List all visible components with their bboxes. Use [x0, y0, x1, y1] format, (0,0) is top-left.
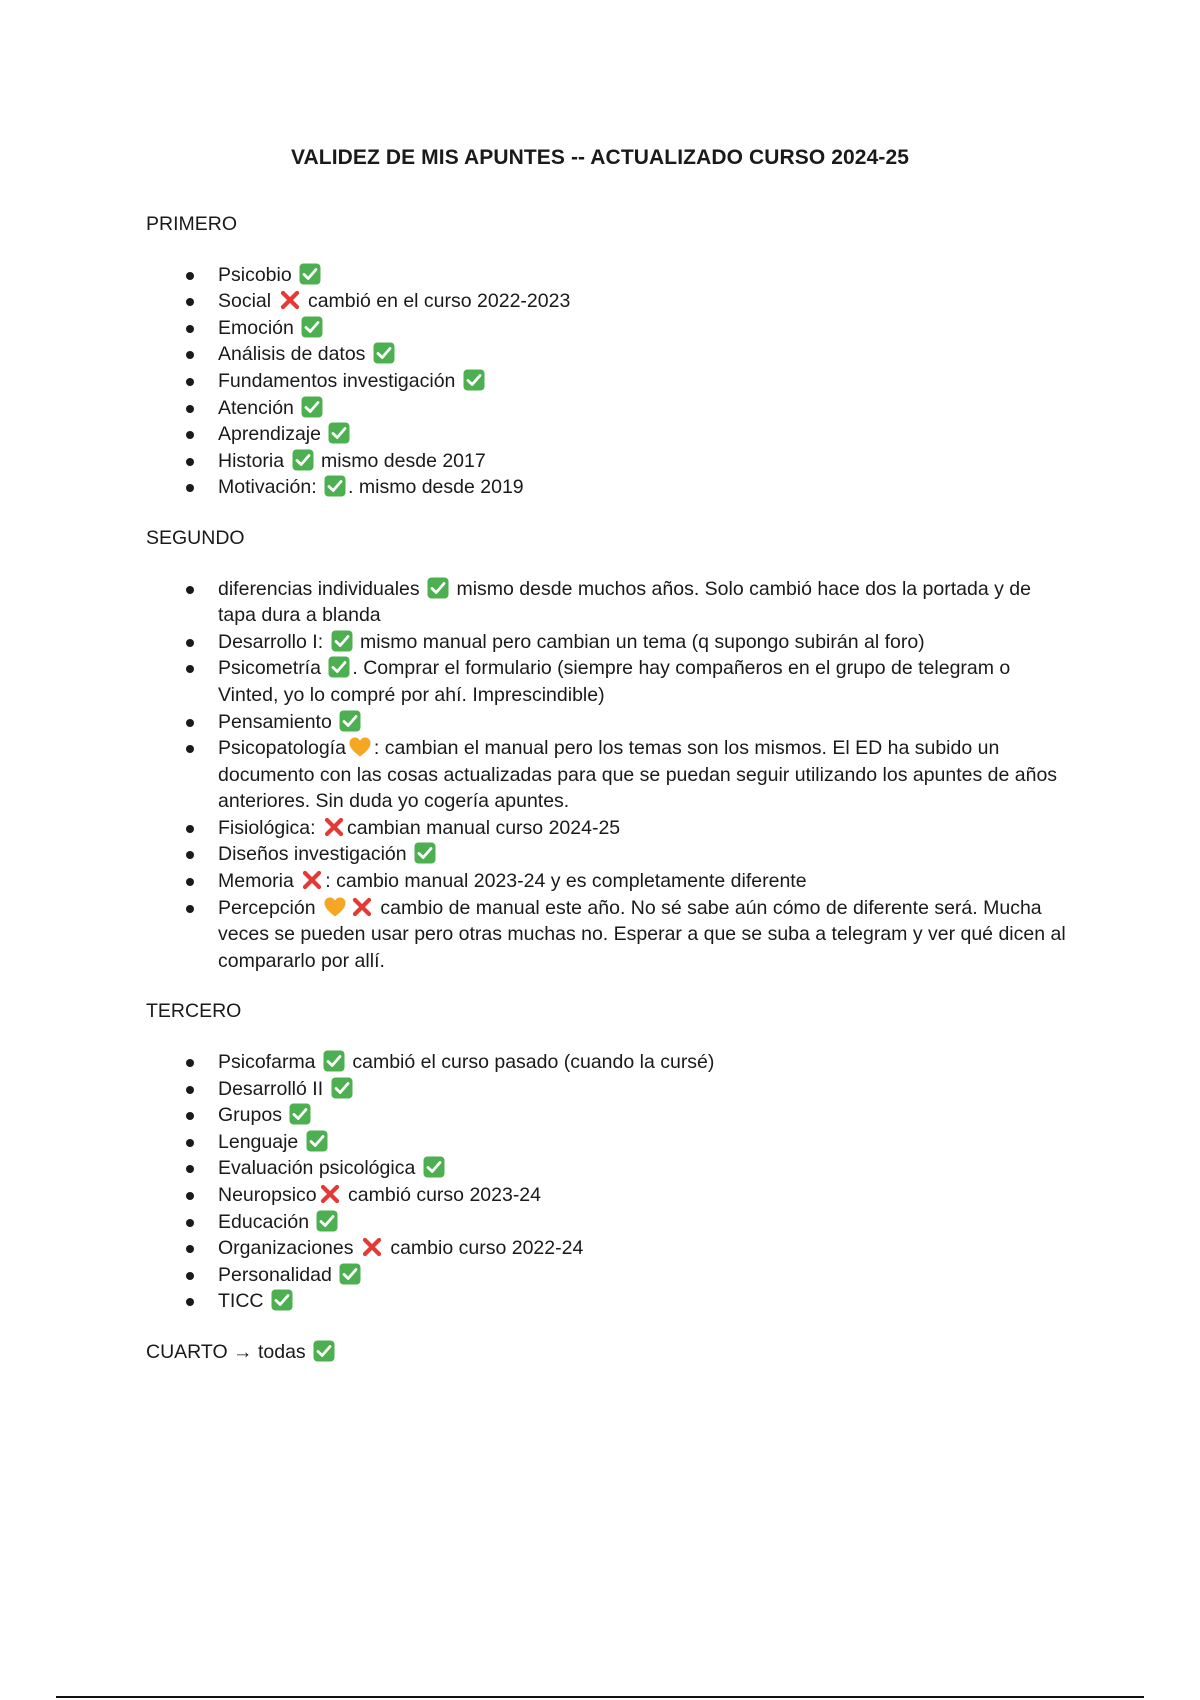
- list-item: [146, 709, 1066, 736]
- list-item: [146, 1235, 1066, 1262]
- bullet-list: [146, 576, 1066, 975]
- list-item: [146, 1155, 1066, 1182]
- item-text: Desarrollo I:: [218, 630, 329, 653]
- item-text: Percepción: [218, 896, 321, 919]
- check-mark-icon: [339, 1263, 361, 1285]
- item-text: Psicopatología: [218, 737, 346, 760]
- list-item: [146, 1209, 1066, 1236]
- list-item: [146, 895, 1066, 975]
- item-text: : cambian el manual pero los temas son los mismos. El ED ha subido un documento con las cosas actualizadas para que se puedan seguir utilizando los apuntes de años anteriores. Sin duda yo cogería apuntes.: [218, 737, 1058, 813]
- check-mark-icon: [423, 1156, 445, 1178]
- item-text: Atención: [218, 396, 300, 419]
- list-item: [146, 868, 1066, 895]
- list-item: [146, 1049, 1066, 1076]
- document-title: VALIDEZ DE MIS APUNTES -- ACTUALIZADO CURSO 2024-25: [290, 146, 910, 169]
- section-heading: TERCERO: [146, 1000, 242, 1023]
- list-item: [146, 629, 1066, 656]
- list-item: [146, 815, 1066, 842]
- item-text: Social: [218, 290, 277, 313]
- item-text: Psicometría: [218, 657, 327, 680]
- item-text: cambian manual curso 2024-25: [346, 816, 621, 839]
- item-text: mismo desde 2017: [315, 449, 486, 472]
- list-item: [146, 474, 1066, 501]
- list-item: [146, 341, 1066, 368]
- check-mark-icon: [328, 656, 350, 678]
- document-body: [146, 211, 1066, 1366]
- page-bottom-divider: [56, 1696, 1144, 1698]
- item-text: . mismo desde 2019: [348, 476, 524, 499]
- section-heading: PRIMERO: [146, 213, 238, 235]
- list-item: [146, 655, 1066, 708]
- section-primero: [146, 211, 1066, 501]
- check-mark-icon: [306, 1130, 328, 1152]
- list-item: [146, 841, 1066, 868]
- item-text: Historia: [218, 449, 290, 472]
- section-heading: SEGUNDO: [146, 526, 245, 549]
- check-mark-icon: [331, 630, 353, 652]
- check-mark-icon: [271, 1289, 293, 1311]
- item-text: : cambio manual 2023-24 y es completamente diferente: [325, 870, 807, 893]
- cross-mark-icon: [351, 896, 373, 918]
- item-text: Neuropsico: [218, 1184, 317, 1206]
- list-item: [146, 262, 1066, 289]
- cross-mark-icon: [319, 1183, 341, 1205]
- orange-heart-icon: [323, 896, 347, 918]
- item-text: Motivación:: [218, 476, 323, 499]
- check-mark-icon: [463, 369, 485, 391]
- item-text: Análisis de datos: [218, 343, 371, 366]
- check-mark-icon: [427, 577, 449, 599]
- check-mark-icon: [301, 316, 323, 338]
- item-text: Desarrolló II: [218, 1077, 329, 1100]
- bullet-list: [146, 1049, 1066, 1315]
- item-text: Evaluación psicológica: [218, 1157, 421, 1180]
- item-text: cambió en el curso 2022-2023: [302, 290, 571, 313]
- item-text: Organizaciones: [218, 1237, 359, 1260]
- check-mark-icon: [373, 342, 395, 364]
- item-text: mismo desde muchos años. Solo cambió hace dos la portada y de tapa dura a blanda: [218, 577, 1031, 627]
- item-text: Aprendizaje: [218, 423, 327, 446]
- item-text: Psicobio: [218, 263, 298, 286]
- check-mark-icon: [313, 1340, 335, 1362]
- list-item: [146, 448, 1066, 475]
- item-text: cambió el curso pasado (cuando la cursé): [346, 1051, 715, 1074]
- item-text: CUARTO → todas: [146, 1340, 312, 1363]
- item-text: Personalidad: [218, 1263, 338, 1286]
- item-text: Fundamentos investigación: [218, 369, 461, 392]
- cross-mark-icon: [323, 816, 345, 838]
- list-item: [146, 1102, 1066, 1129]
- check-mark-icon: [331, 1077, 353, 1099]
- closing-line: [146, 1339, 1066, 1366]
- list-item: [146, 1288, 1066, 1315]
- check-mark-icon: [328, 422, 350, 444]
- list-item: [146, 395, 1066, 422]
- item-text: TICC: [218, 1290, 269, 1313]
- cross-mark-icon: [361, 1236, 383, 1258]
- list-item: [146, 1129, 1066, 1156]
- check-mark-icon: [323, 1050, 345, 1072]
- check-mark-icon: [324, 475, 346, 497]
- check-mark-icon: [316, 1210, 338, 1232]
- check-mark-icon: [414, 842, 436, 864]
- list-item: [146, 1262, 1066, 1289]
- item-text: diferencias individuales: [218, 577, 426, 600]
- list-item: [146, 576, 1066, 629]
- section-tercero: [146, 998, 1066, 1315]
- item-text: Grupos: [218, 1104, 288, 1127]
- bullet-list: [146, 262, 1066, 501]
- item-text: Memoria: [218, 870, 300, 893]
- check-mark-icon: [339, 710, 361, 732]
- item-text: cambio curso 2022-24: [384, 1237, 584, 1260]
- list-item: [146, 288, 1066, 315]
- list-item: [146, 368, 1066, 395]
- item-text: Educación: [218, 1210, 315, 1233]
- list-item: [146, 1182, 1066, 1209]
- check-mark-icon: [289, 1103, 311, 1125]
- item-text: Fisiológica:: [218, 816, 321, 839]
- list-item: [146, 315, 1066, 342]
- item-text: Psicofarma: [218, 1051, 321, 1074]
- list-item: [146, 735, 1066, 815]
- item-text: cambió curso 2023-24: [342, 1184, 542, 1206]
- check-mark-icon: [292, 449, 314, 471]
- item-text: . Comprar el formulario (siempre hay compañeros en el grupo de telegram o Vinted, yo lo compré por ahí. Imprescindible): [218, 657, 1011, 706]
- item-text: mismo manual pero cambian un tema (q supongo subirán al foro): [354, 630, 925, 653]
- check-mark-icon: [299, 263, 321, 285]
- check-mark-icon: [301, 396, 323, 418]
- list-item: [146, 1076, 1066, 1103]
- item-text: Pensamiento: [218, 710, 338, 733]
- orange-heart-icon: [348, 736, 372, 758]
- cross-mark-icon: [301, 869, 323, 891]
- item-text: cambio de manual este año. No sé sabe aún cómo de diferente será. Mucha veces se pueden usar pero otras muchas no. Esperar a que se suba a telegram y ver qué dicen al compararlo por allí.: [218, 896, 1066, 972]
- item-text: Lenguaje: [218, 1130, 304, 1153]
- cross-mark-icon: [279, 289, 301, 311]
- item-text: Emoción: [218, 316, 300, 339]
- section-segundo: [146, 525, 1066, 975]
- list-item: [146, 421, 1066, 448]
- item-text: Diseños investigación: [218, 843, 413, 866]
